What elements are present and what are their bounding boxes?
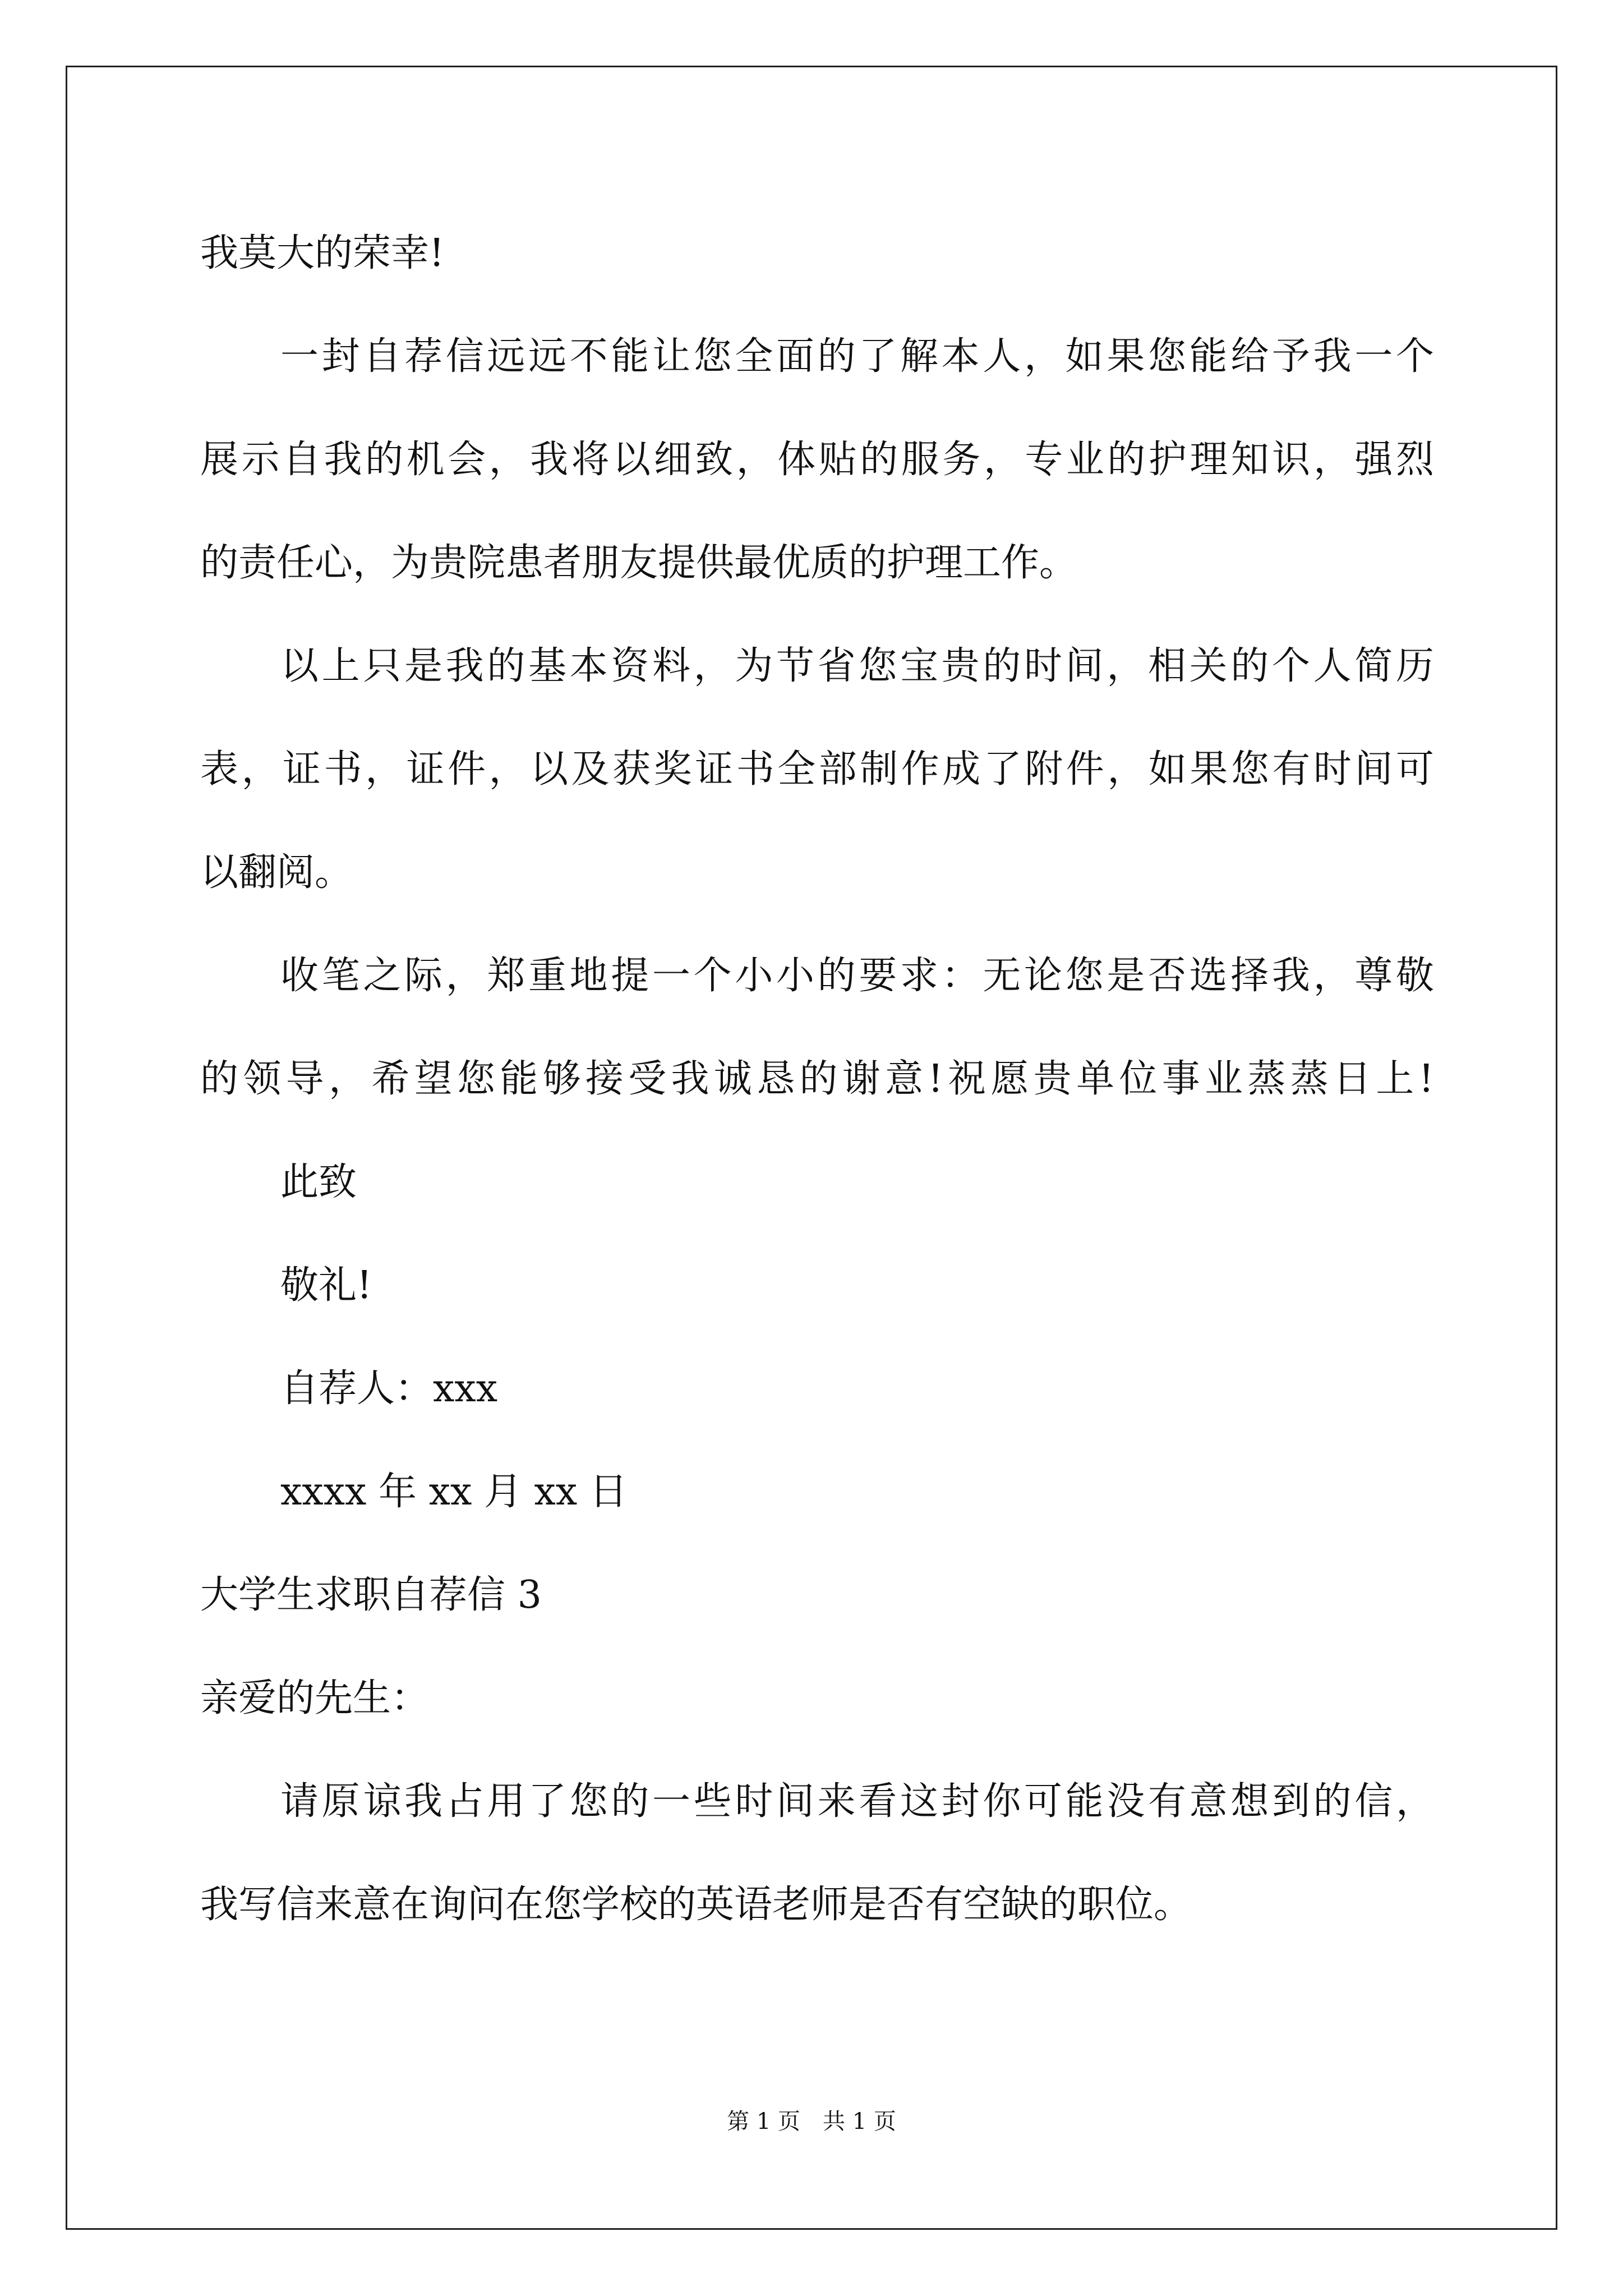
paragraph-line: 请原谅我占用了您的一些时间来看这封你可能没有意想到的信， <box>280 1779 1434 1824</box>
date-line: xxxx 年 xx 月 xx 日 <box>280 1470 628 1514</box>
salutation-line: 敬礼! <box>280 1263 372 1308</box>
paragraph-line: 一封自荐信远远不能让您全面的了解本人，如果您能给予我一个 <box>280 334 1434 379</box>
section-title: 大学生求职自荐信 3 <box>200 1573 542 1617</box>
greeting-line: 亲爱的先生： <box>200 1676 430 1720</box>
text-line: 我莫大的荣幸! <box>200 231 445 275</box>
paragraph-line: 收笔之际，郑重地提一个小小的要求：无论您是否选择我，尊敬 <box>280 954 1434 998</box>
paragraph-line: 我写信来意在询问在您学校的英语老师是否有空缺的职位。 <box>200 1883 1192 1927</box>
page-footer <box>0 2104 1623 2136</box>
paragraph-line: 以翻阅。 <box>200 850 353 895</box>
paragraph-line: 表，证书，证件，以及获奖证书全部制作成了附件，如果您有时间可 <box>200 747 1434 792</box>
signature-line: 自荐人：xxx <box>280 1366 498 1411</box>
paragraph-line: 展示自我的机会，我将以细致，体贴的服务，专业的护理知识，强烈 <box>200 438 1434 482</box>
paragraph-line: 的领导，希望您能够接受我诚恳的谢意!祝愿贵单位事业蒸蒸日上! <box>200 1057 1434 1101</box>
paragraph-line: 以上只是我的基本资料，为节省您宝贵的时间，相关的个人简历 <box>280 644 1434 688</box>
page-number: 第 1 页 共 1 页 <box>727 2109 896 2134</box>
paragraph-line: 的责任心，为贵院患者朋友提供最优质的护理工作。 <box>200 541 1078 585</box>
document-body <box>200 202 1434 1957</box>
closing-line: 此致 <box>280 1160 357 1204</box>
